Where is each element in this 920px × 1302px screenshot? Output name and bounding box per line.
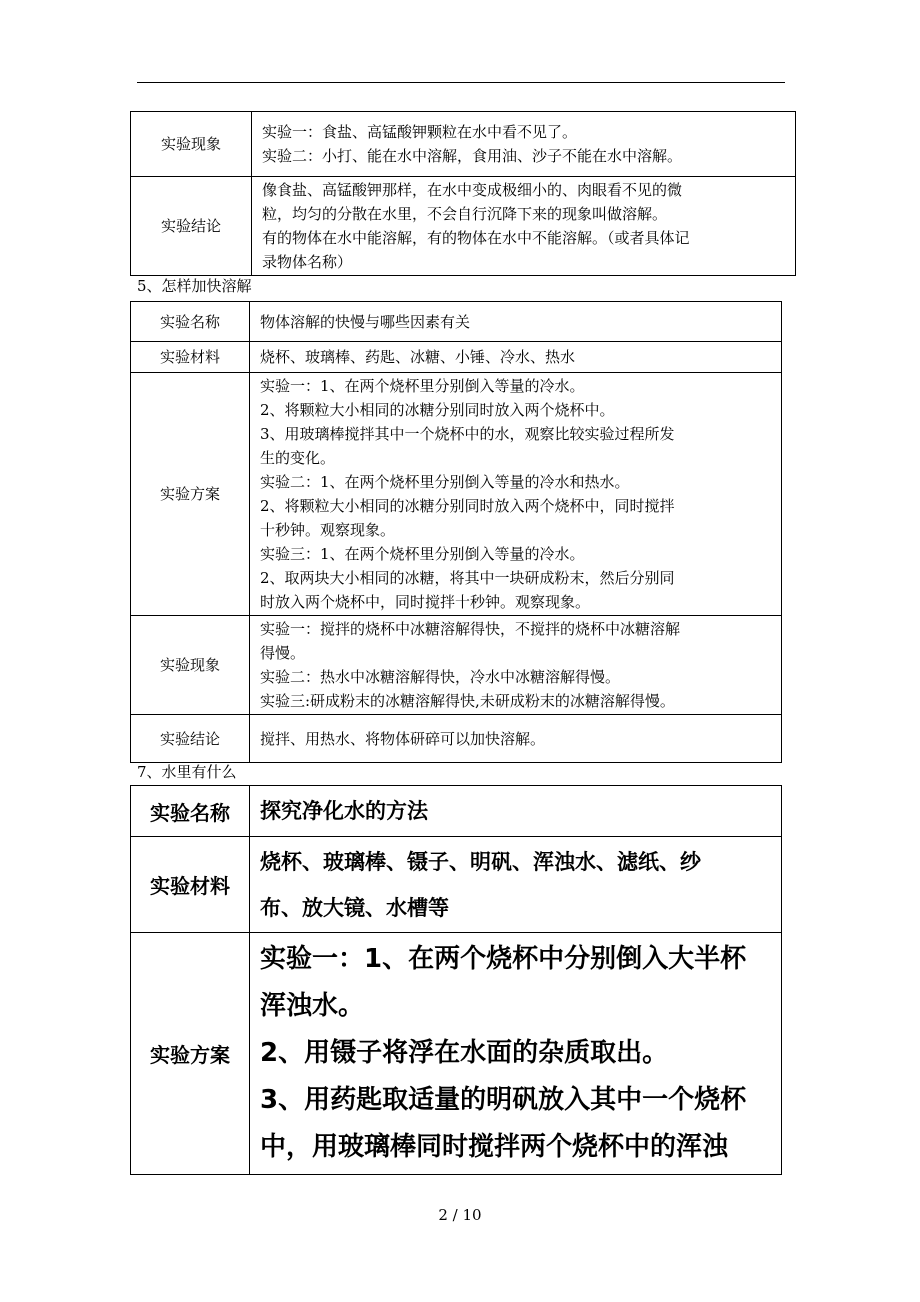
text-line: 生的变化。 [260, 449, 336, 467]
row-content [250, 302, 782, 342]
text-line: 中，用玻璃棒同时搅拌两个烧杯中的浑浊 [260, 1132, 729, 1162]
table-row [131, 616, 782, 715]
text-line: 2、取两块大小相同的冰糖，将其中一块研成粉末，然后分别同 [260, 569, 675, 587]
table-row [131, 112, 796, 177]
row-label: 实验结论 [131, 715, 250, 763]
table-row [131, 302, 782, 342]
text-line: 物体溶解的快慢与哪些因素有关 [260, 312, 471, 331]
table-row [131, 177, 796, 276]
row-label: 实验方案 [131, 933, 250, 1175]
text-line: 搅拌、用热水、将物体研碎可以加快溶解。 [260, 729, 546, 748]
table-experiment-3 [130, 785, 782, 1175]
row-label: 实验现象 [131, 112, 252, 177]
row-label: 实验现象 [131, 616, 250, 715]
row-label: 实验材料 [131, 837, 250, 933]
text-line: 粒，均匀的分散在水里，不会自行沉降下来的现象叫做溶解。 [262, 205, 668, 223]
text-line: 时放入两个烧杯中，同时搅拌十秒钟。观察现象。 [260, 593, 591, 611]
text-line: 有的物体在水中能溶解，有的物体在水中不能溶解。（或者具体记 [262, 229, 690, 247]
row-label: 实验材料 [131, 342, 250, 373]
text-line: 烧杯、玻璃棒、镊子、明矾、浑浊水、滤纸、纱 [260, 849, 701, 874]
table-row [131, 933, 782, 1175]
row-label: 实验名称 [131, 302, 250, 342]
table-row [131, 373, 782, 616]
text-line: 录物体名称） [262, 253, 353, 271]
row-content [250, 715, 782, 763]
row-content [252, 112, 796, 177]
text-line: 得慢。 [260, 644, 306, 662]
text-line: 十秒钟。观察现象。 [260, 521, 396, 539]
text-line: 实验三:研成粉末的冰糖溶解得快,未研成粉末的冰糖溶解得慢。 [260, 692, 675, 710]
row-content [250, 786, 782, 837]
text-line: 2、用镊子将浮在水面的杂质取出。 [260, 1038, 669, 1068]
text-line: 2、将颗粒大小相同的冰糖分别同时放入两个烧杯中，同时搅拌 [260, 497, 675, 515]
text-line: 实验三：1、在两个烧杯里分别倒入等量的冷水。 [260, 545, 585, 563]
table-row [131, 837, 782, 933]
text-line: 实验一：搅拌的烧杯中冰糖溶解得快，不搅拌的烧杯中冰糖溶解 [260, 620, 681, 638]
row-label: 实验名称 [131, 786, 250, 837]
text-line: 实验二：热水中冰糖溶解得快，冷水中冰糖溶解得慢。 [260, 668, 621, 686]
text-line: 实验二：小打、能在水中溶解，食用油、沙子不能在水中溶解。 [262, 147, 683, 165]
section-title-5: 5、怎样加快溶解 [137, 277, 252, 295]
text-line: 实验一：食盐、高锰酸钾颗粒在水中看不见了。 [262, 123, 578, 141]
table-row [131, 715, 782, 763]
row-content [250, 933, 782, 1175]
header-rule [137, 82, 785, 83]
row-content [252, 177, 796, 276]
text-line: 2、将颗粒大小相同的冰糖分别同时放入两个烧杯中。 [260, 401, 615, 419]
text-line: 布、放大镜、水槽等 [260, 895, 449, 920]
row-content [250, 616, 782, 715]
section-title-7: 7、水里有什么 [137, 763, 237, 781]
text-line: 3、用玻璃棒搅拌其中一个烧杯中的水，观察比较实验过程所发 [260, 425, 675, 443]
row-content [250, 373, 782, 616]
text-line: 实验一：1、在两个烧杯里分别倒入等量的冷水。 [260, 377, 585, 395]
text-line: 3、用药匙取适量的明矾放入其中一个烧杯 [260, 1085, 747, 1115]
row-content [250, 837, 782, 933]
table-row [131, 342, 782, 373]
text-line: 像食盐、高锰酸钾那样，在水中变成极细小的、肉眼看不见的微 [262, 181, 683, 199]
text-line: 浑浊水。 [260, 991, 365, 1021]
page-number: 2 / 10 [438, 1206, 482, 1224]
table-row [131, 786, 782, 837]
row-label: 实验方案 [131, 373, 250, 616]
text-line: 实验二：1、在两个烧杯里分别倒入等量的冷水和热水。 [260, 473, 630, 491]
text-line: 实验一：1、在两个烧杯中分别倒入大半杯 [260, 944, 747, 974]
row-content [250, 342, 782, 373]
row-label: 实验结论 [131, 177, 252, 276]
table-experiment-1 [130, 111, 796, 276]
text-line: 探究净化水的方法 [260, 799, 428, 823]
table-experiment-2 [130, 301, 782, 763]
text-line: 烧杯、玻璃棒、药匙、冰糖、小锤、冷水、热水 [260, 348, 576, 366]
